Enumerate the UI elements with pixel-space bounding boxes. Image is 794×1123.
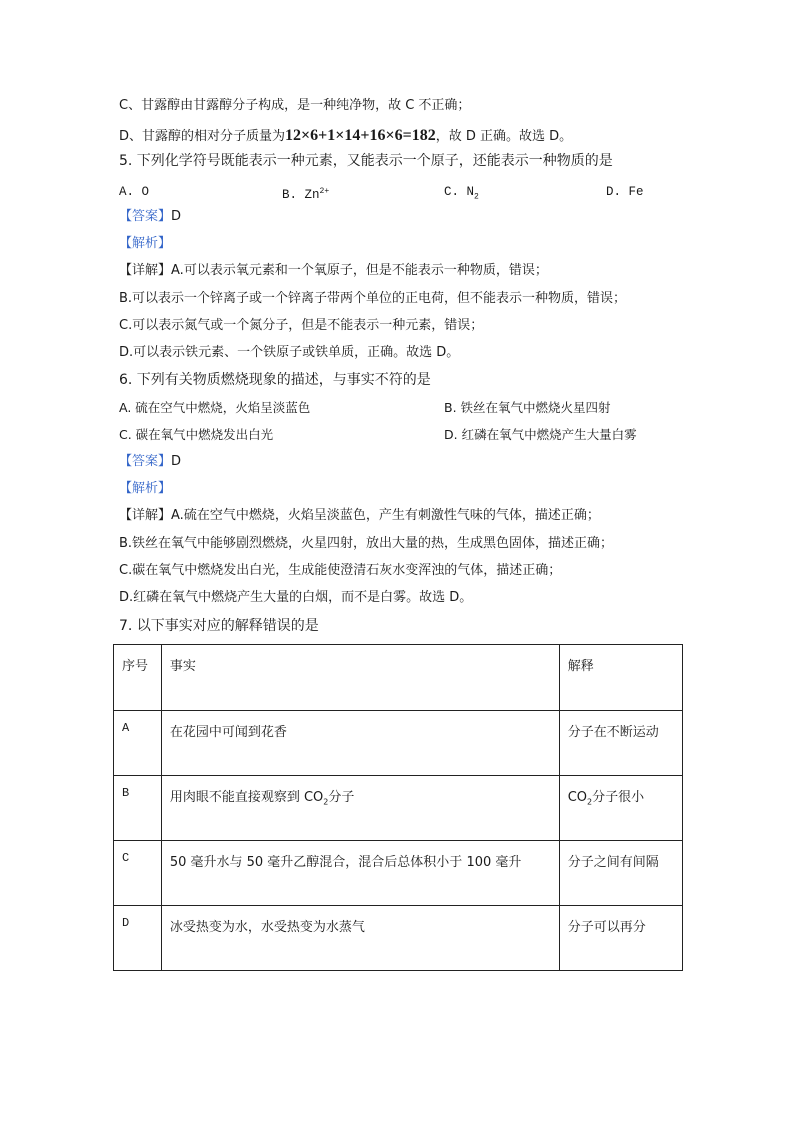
q4-d-prefix: D、甘露醇的相对分子质量为: [119, 129, 286, 144]
q6-detail-line-3: C.碳在氧气中燃烧发出白光，生成能使澄清石灰水变浑浊的气体，描述正确；: [119, 563, 562, 578]
q6-detail-text-1: A.硫在空气中燃烧，火焰呈淡蓝色，产生有刺激性气味的气体，描述正确；: [171, 508, 600, 523]
row-explain: 分子可以再分: [567, 920, 646, 935]
q5-detail-text-1: A.可以表示氧元素和一个氧原子，但是不能表示一种物质，错误；: [171, 263, 548, 278]
row-fact: 50 毫升水与 50 毫升乙醇混合，混合后总体积小于 100 毫升: [169, 855, 522, 870]
q5-option-c-subscript: 2: [474, 192, 479, 202]
answer-label: 【答案】: [119, 209, 172, 224]
header-explain: 解释: [567, 659, 594, 674]
row-fact: [162, 776, 559, 840]
row-explain-cell: [559, 711, 682, 776]
row-id: B: [122, 786, 130, 800]
row-id-cell: [114, 776, 162, 841]
table-row: [114, 776, 683, 841]
header-fact: 事实: [169, 659, 196, 674]
header-cell-fact: [161, 645, 559, 711]
q5-option-b-charge: 2+: [319, 187, 330, 196]
q5-option-a: A. O: [119, 185, 150, 199]
answer-label: 【答案】: [119, 454, 172, 469]
q4-d-suffix: ，故 D 正确。故选 D。: [435, 129, 573, 144]
header-id: 序号: [122, 659, 149, 674]
q5-detail-line-3: C.可以表示氮气或一个氮分子，但是不能表示一种元素，错误；: [119, 318, 484, 333]
row-fact: 冰受热变为水，水受热变为水蒸气: [169, 920, 365, 935]
molar-mass-formula: 12×6+1×14+16×6=182: [285, 127, 436, 144]
q4-option-c-explanation: C、甘露醇由甘露醇分子构成，是一种纯净物，故 C 不正确；: [119, 98, 471, 113]
row-id-cell: [114, 711, 162, 776]
q6-detail-line-1: [119, 507, 600, 525]
q5-detail-line-1: [119, 262, 548, 280]
table-row: [114, 906, 683, 971]
row-fact-cell: [161, 711, 559, 776]
q5-answer: [119, 208, 181, 226]
q6-option-a: A. 硫在空气中燃烧，火焰呈淡蓝色: [119, 400, 311, 415]
row-fact-subscript: 2: [323, 797, 329, 807]
row-explain-cell: [559, 841, 682, 906]
q7-stem: 7. 以下事实对应的解释错误的是: [119, 618, 319, 634]
row-fact: 在花园中可闻到花香: [169, 725, 287, 740]
q6-analysis-label: 【解析】: [119, 481, 172, 496]
header-cell-explain: [559, 645, 682, 711]
row-id: D: [122, 916, 130, 930]
q6-answer: [119, 453, 181, 471]
table-row: [114, 711, 683, 776]
q6-option-b: B. 铁丝在氧气中燃烧火星四射: [444, 400, 611, 415]
q5-option-b: [282, 183, 329, 204]
q5-option-d: D. Fe: [606, 185, 644, 199]
row-id-cell: [114, 841, 162, 906]
row-explain-cell: [559, 776, 682, 841]
row-explain: 分子之间有间隔: [567, 855, 659, 870]
row-explain-post: 分子很小: [592, 790, 645, 805]
q5-detail-line-2: B.可以表示一个锌离子或一个锌离子带两个单位的正电荷，但不能表示一种物质，错误；: [119, 291, 627, 306]
answer-value: D: [171, 209, 182, 224]
row-explain-cell: [559, 906, 682, 971]
q5-detail-line-4: D.可以表示铁元素、一个铁原子或铁单质，正确。故选 D。: [119, 345, 460, 360]
header-cell-id: [114, 645, 162, 711]
q6-option-c: C. 碳在氧气中燃烧发出白光: [119, 427, 274, 442]
row-fact-post: 分子: [328, 790, 355, 805]
row-fact-cell: [161, 906, 559, 971]
q5-option-c-text: C. N: [444, 185, 475, 199]
detail-label: 【详解】: [119, 263, 172, 278]
detail-label: 【详解】: [119, 508, 172, 523]
row-explain-subscript: 2: [587, 797, 593, 807]
q5-analysis-label: 【解析】: [119, 236, 172, 251]
q6-detail-line-4: D.红磷在氧气中燃烧产生大量的白烟，而不是白雾。故选 D。: [119, 590, 473, 605]
row-id: A: [122, 721, 130, 735]
row-explain: [560, 776, 682, 840]
table-row: [114, 841, 683, 906]
q6-detail-line-2: B.铁丝在氧气中能够剧烈燃烧，火星四射，放出大量的热，生成黑色固体，描述正确；: [119, 536, 614, 551]
row-id-cell: [114, 906, 162, 971]
table-header-row: [114, 645, 683, 711]
q5-stem: 5. 下列化学符号既能表示一种元素，又能表示一个原子，还能表示一种物质的是: [119, 153, 613, 169]
row-fact-cell: [161, 841, 559, 906]
q5-option-b-text: B. Zn: [282, 188, 320, 203]
q5-option-c: [444, 183, 479, 207]
row-explain-pre: CO: [567, 790, 588, 805]
answer-value: D: [171, 454, 182, 469]
q7-table: [113, 644, 683, 971]
q6-stem: 6. 下列有关物质燃烧现象的描述，与事实不符的是: [119, 372, 431, 388]
q6-option-d: D. 红磷在氧气中燃烧产生大量白雾: [444, 427, 637, 442]
row-explain: 分子在不断运动: [567, 725, 659, 740]
row-fact-cell: [161, 776, 559, 841]
q4-option-d-explanation: [119, 127, 572, 146]
row-id: C: [122, 851, 130, 865]
row-fact-pre: 用肉眼不能直接观察到 CO: [169, 790, 324, 805]
